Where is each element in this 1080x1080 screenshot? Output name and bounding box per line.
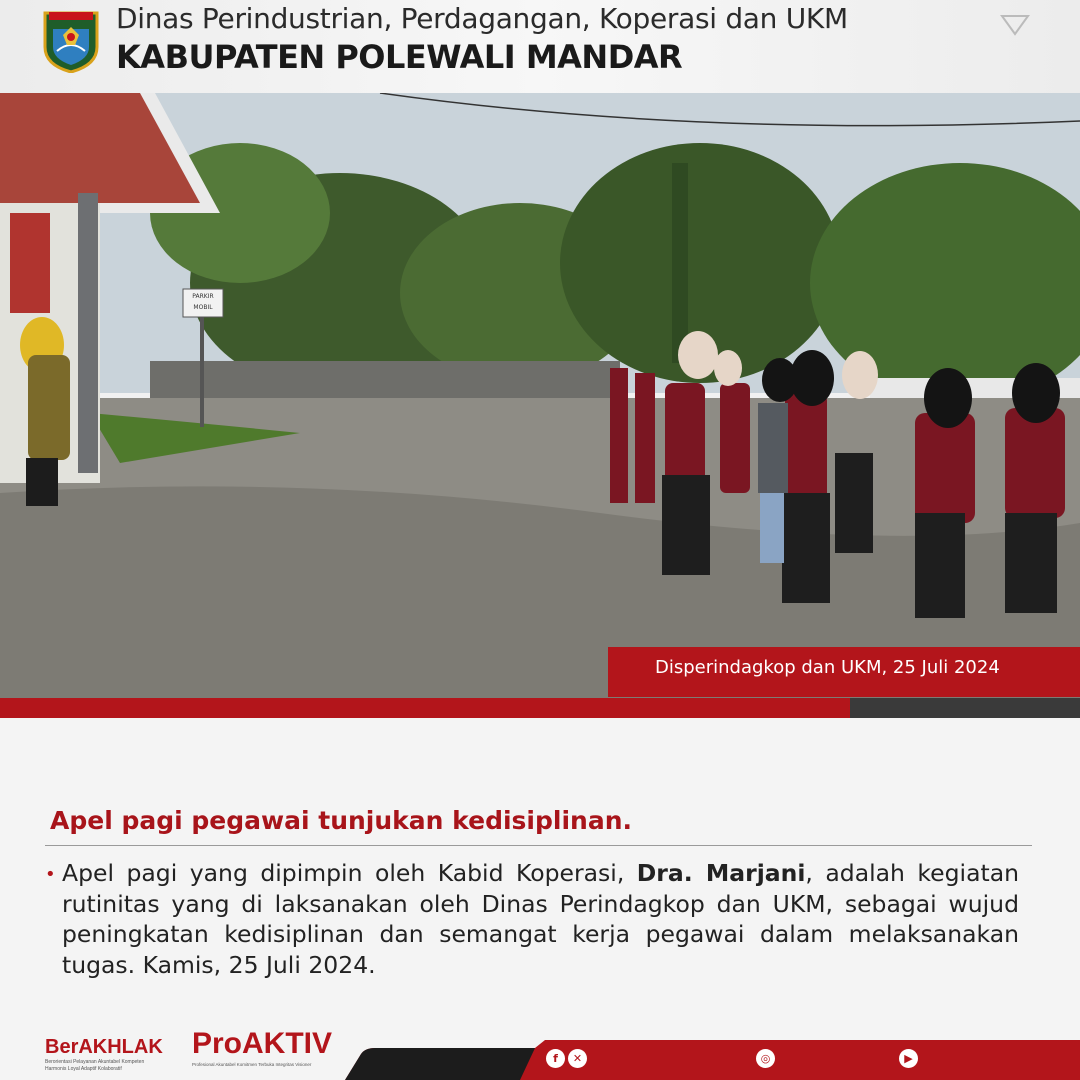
article-paragraph [62,858,1019,980]
berakhlak-tagline-2: Harmonis Loyal Adaptif Kolaboratif [45,1066,122,1072]
proaktiv-tagline: Profesional Akuntabel Komitmen Terbuka Integritas Visioner [192,1062,312,1067]
x-icon[interactable]: ✕ [568,1049,587,1068]
header-bar [0,0,1080,93]
event-photo [0,93,1080,698]
svg-text:MOBIL: MOBIL [193,304,213,311]
berakhlak-title: BerAKHLAK [45,1036,163,1058]
regency-name: KABUPATEN POLEWALI MANDAR [116,38,683,76]
regency-emblem-icon [43,9,99,73]
proaktiv-logo [192,1026,352,1074]
berakhlak-logo [45,1022,175,1074]
headline-divider [45,845,1032,846]
article-headline: Apel pagi pegawai tunjukan kedisiplinan. [50,806,632,835]
divider-stripe-red [0,698,850,718]
parking-sign-text: PARKIR [192,293,214,300]
photo-caption: Disperindagkop dan UKM, 25 Juli 2024 [655,657,1000,678]
leader-name: Dra. Marjani [636,859,806,887]
facebook-icon[interactable]: f [546,1049,565,1068]
berakhlak-tagline-1: Berorientasi Pelayanan Akuntabel Kompeten [45,1059,145,1065]
instagram-icon[interactable]: ◎ [756,1049,775,1068]
agency-name: Dinas Perindustrian, Perdagangan, Koperasi dan UKM [116,2,848,35]
paragraph-text-end: , adalah kegiatan rutinitas yang di laksanakan oleh Dinas Perindagkop dan UKM, sebagai wujud peningkatan kedisiplinan dan semangat kerja pegawai dalam melaksanakan tugas. Kamis, 25 Juli 2024. [62,859,1019,979]
youtube-icon[interactable]: ▶ [899,1049,918,1068]
footer-social-bar [345,1040,1080,1080]
proaktiv-title: ProAKTIV [192,1027,333,1060]
triangle-down-icon [1000,14,1030,36]
bullet-marker: • [45,864,56,885]
paragraph-text-start: Apel pagi yang dipimpin oleh Kabid Koperasi, [62,859,637,887]
divider-stripe-dark [850,698,1080,718]
